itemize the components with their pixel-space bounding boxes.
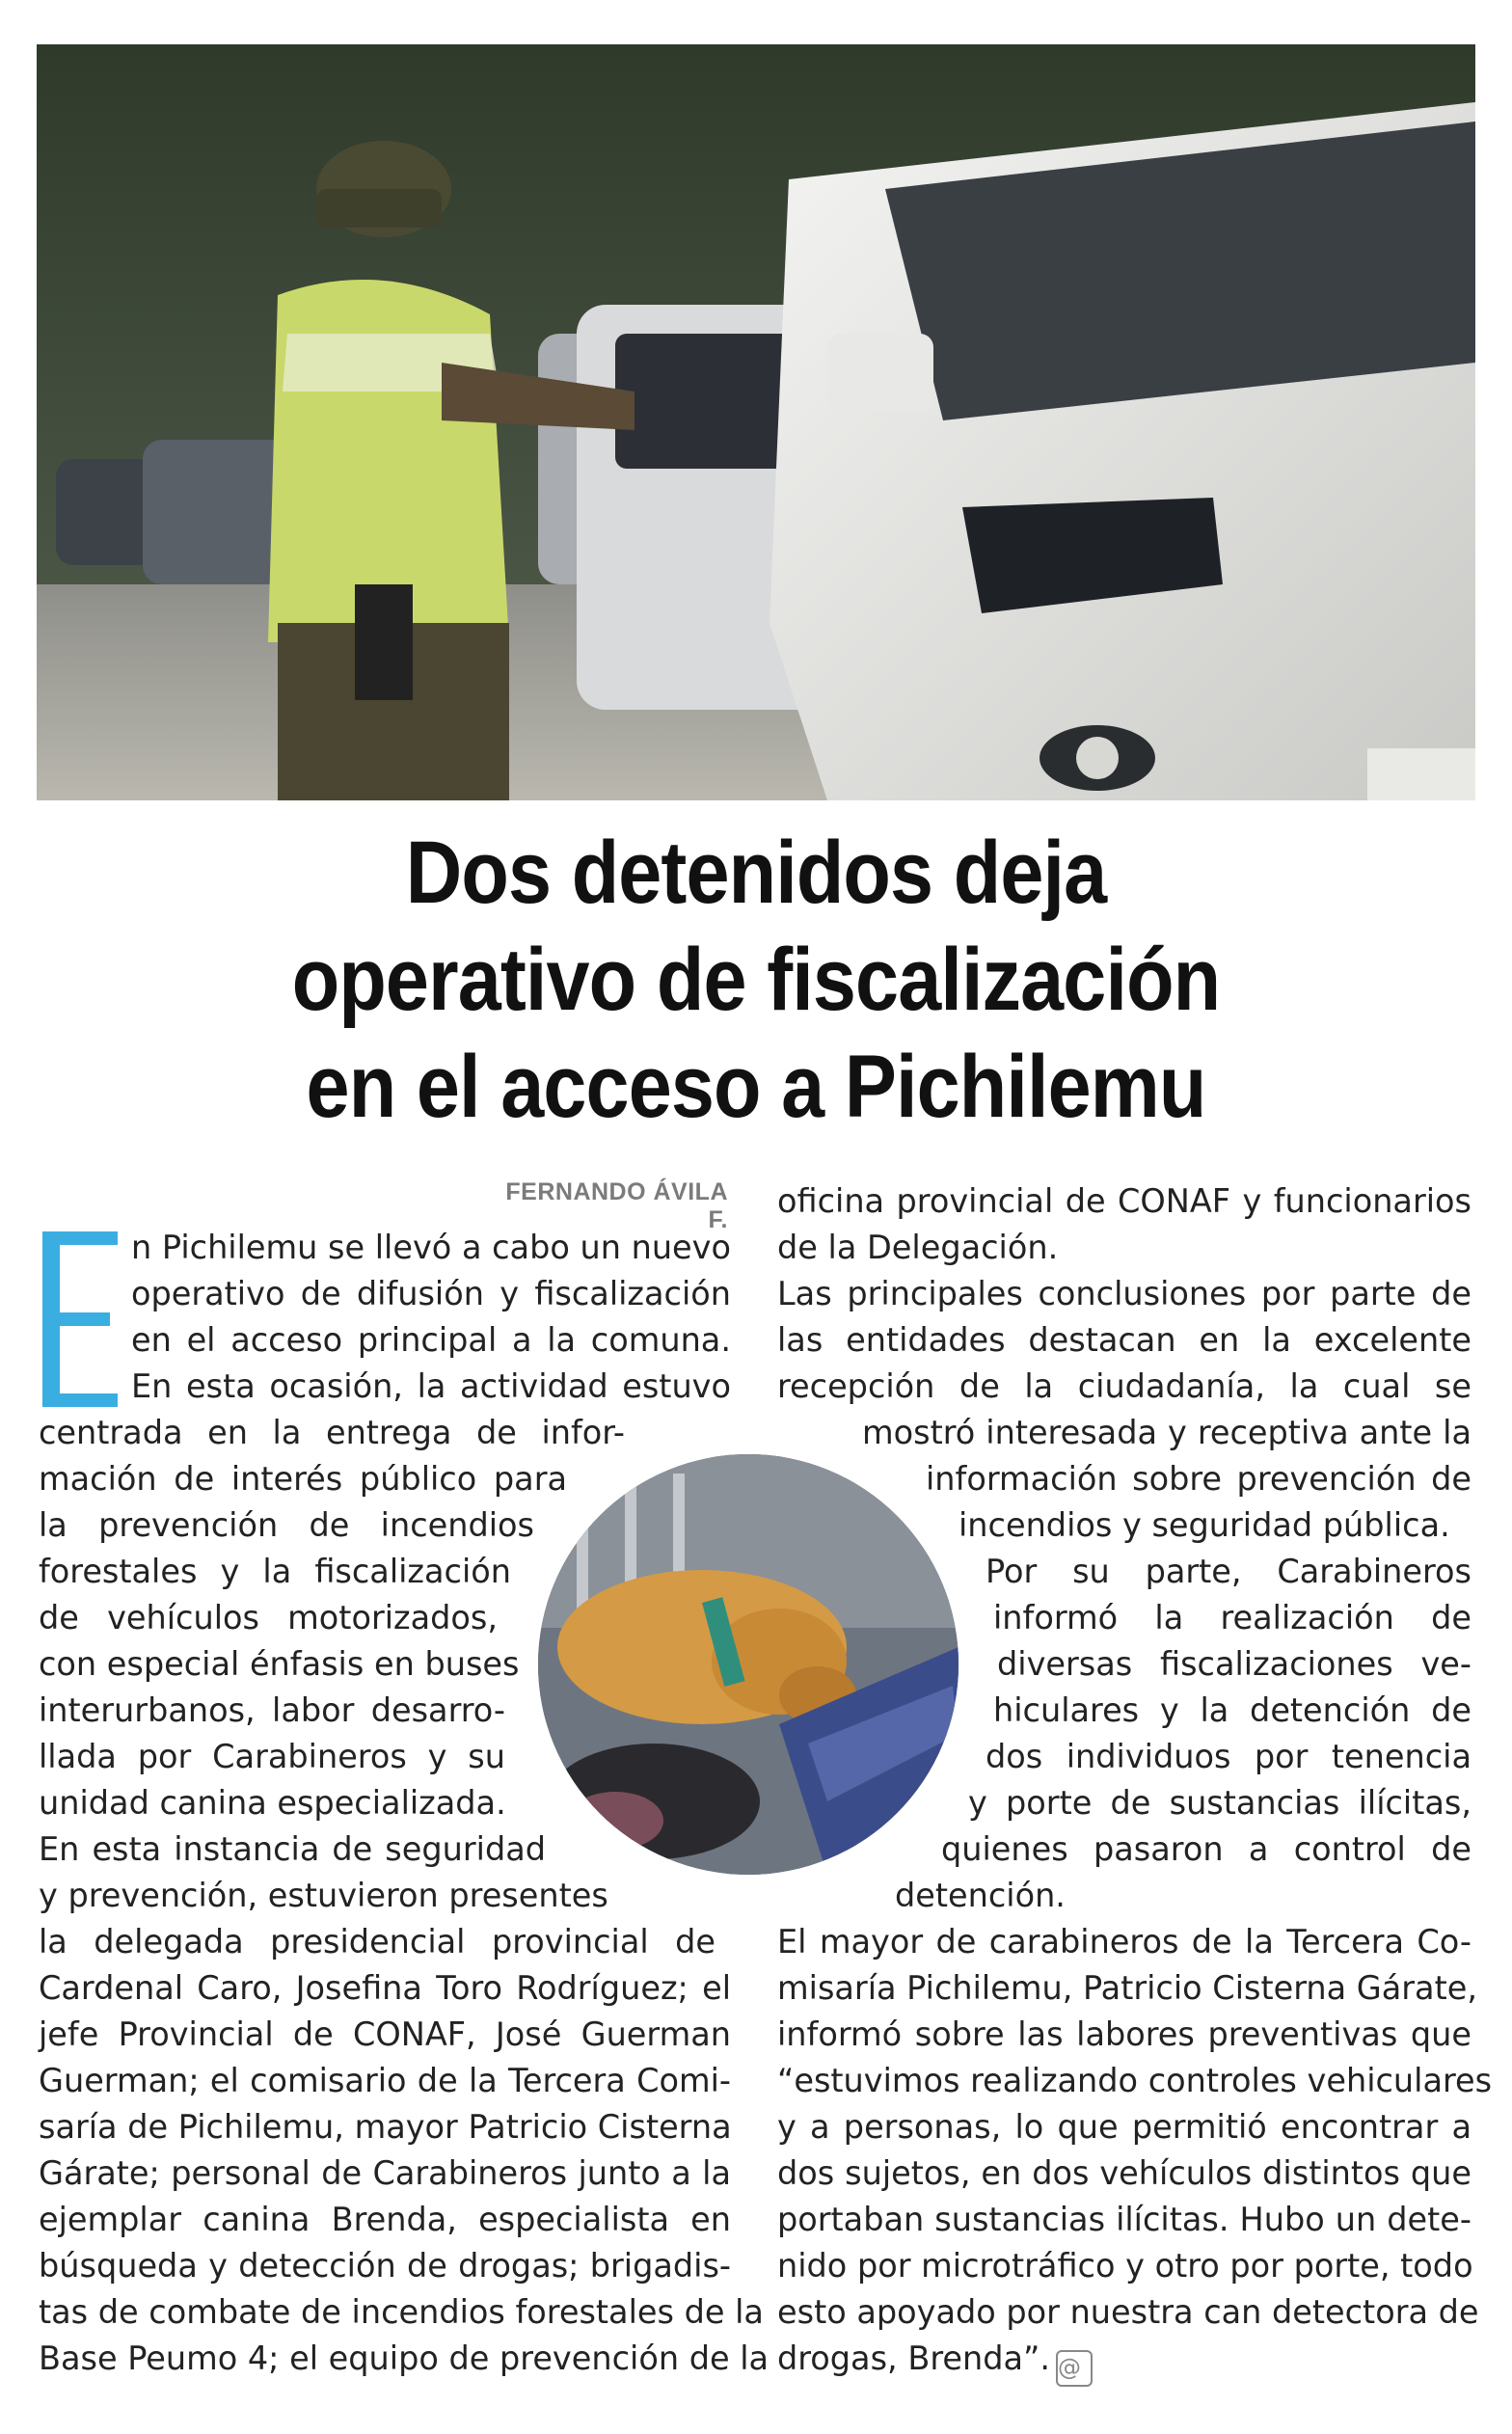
body-line: dos sujetos, en dos vehículos distintos que — [777, 2154, 1472, 2192]
body-line-final — [777, 2336, 1472, 2387]
article-headline — [142, 820, 1370, 1141]
body-line: Cardenal Caro, Josefina Toro Rodríguez; el — [39, 1969, 731, 2007]
body-line: y prevención, estuvieron presentes — [39, 1877, 608, 1914]
body-line: Guerman; el comisario de la Tercera Comi- — [39, 2062, 731, 2099]
body-line: llada por Carabineros y su — [39, 1738, 505, 1775]
body-line: ejemplar canina Brenda, especialista en — [39, 2201, 731, 2238]
body-line: Por su parte, Carabineros — [986, 1553, 1472, 1590]
body-line: En esta instancia de seguridad — [39, 1830, 546, 1868]
headline-line: en el acceso a Pichilemu — [306, 1038, 1206, 1136]
body-line: operativo de difusión y fiscalización — [131, 1275, 731, 1312]
body-line: búsqueda y detección de drogas; brigadis- — [39, 2247, 731, 2285]
body-line: interurbanos, labor desarro- — [39, 1691, 505, 1729]
body-line: detención. — [895, 1877, 1066, 1914]
end-mark-icon: @ — [1056, 2350, 1093, 2387]
body-line: la prevención de incendios — [39, 1506, 534, 1544]
body-line: saría de Pichilemu, mayor Patricio Cisterna — [39, 2108, 732, 2146]
body-line: esto apoyado por nuestra can detectora de — [777, 2293, 1479, 2331]
body-line: mostró interesada y receptiva ante la — [862, 1414, 1472, 1451]
body-line: n Pichilemu se llevó a cabo un nuevo — [131, 1229, 731, 1266]
body-line: informó sobre las labores preventivas que — [777, 2015, 1472, 2053]
author-byline: FERNANDO ÁVILA F. — [505, 1178, 728, 1233]
traffic-checkpoint-photo — [37, 44, 1475, 800]
body-line: Gárate; personal de Carabineros junto a la — [39, 2154, 731, 2192]
body-line: incendios y seguridad pública. — [958, 1506, 1450, 1544]
body-line: El mayor de carabineros de la Tercera Co- — [777, 1923, 1472, 1961]
body-line: de la Delegación. — [777, 1229, 1059, 1266]
body-line: información sobre prevención de — [926, 1460, 1472, 1498]
body-line: jefe Provincial de CONAF, José Guerman — [39, 2015, 731, 2053]
body-line: unidad canina especializada. — [39, 1784, 506, 1822]
body-line: En esta ocasión, la actividad estuvo — [131, 1367, 731, 1405]
body-line: de vehículos motorizados, — [39, 1599, 498, 1636]
headline-line: Dos detenidos deja — [405, 824, 1107, 922]
body-line: “estuvimos realizando controles vehiculares — [777, 2062, 1493, 2099]
body-line: nido por microtráfico y otro por porte, todo — [777, 2247, 1473, 2285]
body-line: Las principales conclusiones por parte de — [777, 1275, 1472, 1312]
body-line: y porte de sustancias ilícitas, — [968, 1784, 1472, 1822]
body-line: misaría Pichilemu, Patricio Cisterna Gárate, — [777, 1969, 1477, 2007]
body-line: centrada en la entrega de infor- — [39, 1414, 625, 1451]
body-line: forestales y la fiscalización — [39, 1553, 511, 1590]
body-line: Base Peumo 4; el equipo de prevención de la — [39, 2339, 770, 2377]
body-line: drogas, Brenda”. — [777, 2339, 1050, 2377]
body-line: informó la realización de — [993, 1599, 1472, 1636]
body-line: tas de combate de incendios forestales de la — [39, 2293, 764, 2331]
body-line: las entidades destacan en la excelente — [777, 1321, 1472, 1359]
body-line: recepción de la ciudadanía, la cual se — [777, 1367, 1472, 1405]
body-line: dos individuos por tenencia — [986, 1738, 1472, 1775]
body-line: portaban sustancias ilícitas. Hubo un dete- — [777, 2201, 1472, 2238]
body-line: diversas fiscalizaciones ve- — [997, 1645, 1472, 1683]
detection-dog-photo — [538, 1454, 958, 1875]
body-line: con especial énfasis en buses — [39, 1645, 520, 1683]
body-line: mación de interés público para — [39, 1460, 567, 1498]
body-line: la delegada presidencial provincial de — [39, 1923, 716, 1961]
body-line: y a personas, lo que permitió encontrar a — [777, 2108, 1472, 2146]
body-line: quienes pasaron a control de — [941, 1830, 1472, 1868]
body-line: oficina provincial de CONAF y funcionarios — [777, 1182, 1472, 1220]
body-line: en el acceso principal a la comuna. — [131, 1321, 731, 1359]
headline-line: operativo de fiscalización — [291, 931, 1221, 1029]
body-line: hiculares y la detención de — [993, 1691, 1472, 1729]
